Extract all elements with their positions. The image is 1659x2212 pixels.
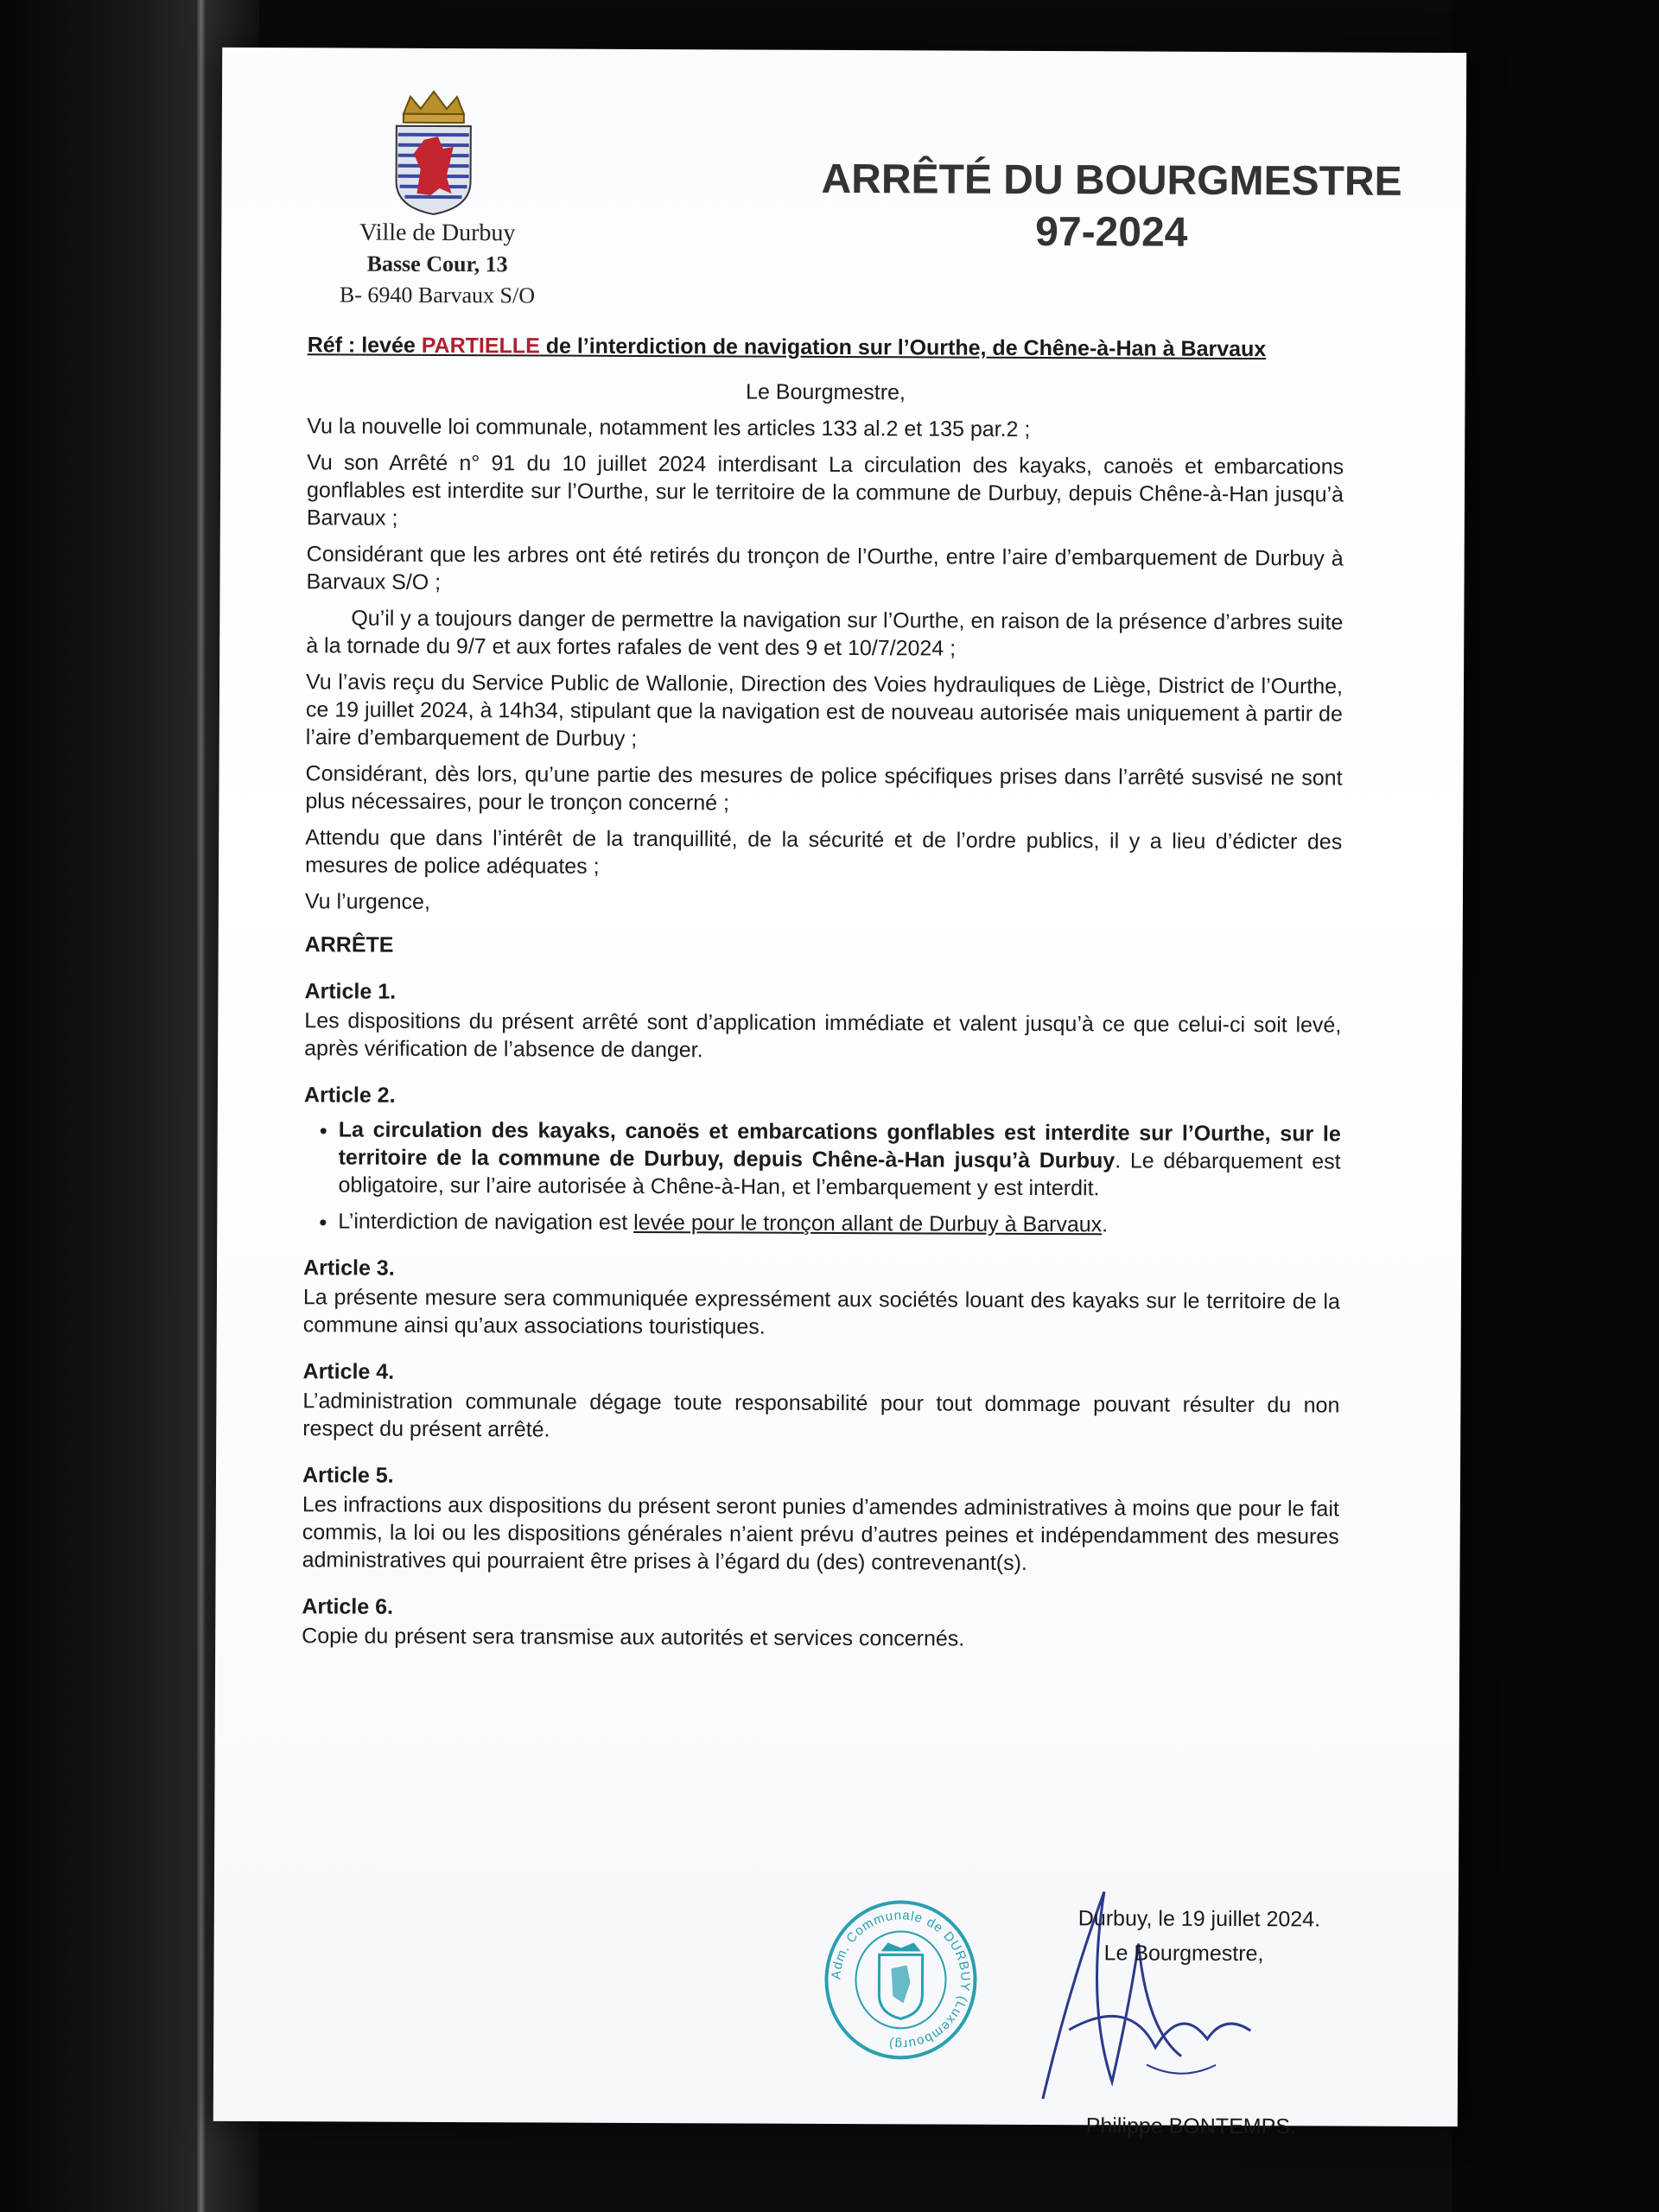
salutation: Le Bourgmestre, [746, 379, 906, 405]
article-3-text: La présente mesure sera communiquée expressément aux sociétés louant des kayaks sur le territoire de la commune ainsi qu’aux associations touristiques. [302, 1285, 1340, 1339]
municipality-name: Ville de Durbuy [359, 219, 516, 247]
article-2-bullet-2-underline: levée pour le tronçon allant de Durbuy à Barvaux [633, 1210, 1103, 1237]
preamble-paragraph-6: Considérant, dès lors, qu’une partie des mesures de police spécifiques prises dans l’arrêté susvisé ne sont plus nécessaires, pour le tronçon concerné ; [305, 761, 1343, 816]
article-2-list [303, 1116, 1341, 1239]
address-city: B- 6940 Barvaux S/O [339, 282, 536, 308]
article-1-text: Les dispositions du présent arrêté sont d’application immédiate et valent jusqu’à ce que celui-ci soit levé, après vérification de l’absence de danger. [304, 1008, 1342, 1063]
article-3-title: Article 3. [303, 1255, 395, 1281]
article-2-bullet-2-prefix: L’interdiction de navigation est [338, 1209, 634, 1235]
preamble-paragraph-5: Vu l’avis reçu du Service Public de Wallonie, Direction des Voies hydrauliques de Liège, District de l’Ourthe, ce 19 juillet 2024, à 14h34, stipulant que la navigation est de nouveau autorisée mais uniquement à partir de l’aire d’embarquement de Durbuy ; [305, 670, 1344, 751]
article-5-text: Les infractions aux dispositions du présent seront punies d’amendes administratives à moins que pour le fait commis, la loi ou les dispositions générales n’aient prévu d’autres peines et indépendamment des mesures administratives qui pourraient être prises à l’égard du (des) contrevenant(s). [302, 1492, 1339, 1575]
preamble-paragraph-4: Qu’il y a toujours danger de permettre la navigation sur l’Ourthe, en raison de la présence d’arbres suite à la tornade du 9/7 et aux fortes rafales de vent des 9 et 10/7/2024 ; [306, 606, 1344, 661]
preamble-paragraph-8: Vu l’urgence, [304, 889, 430, 914]
article-2-bullet-2-suffix: . [1102, 1212, 1109, 1237]
display-case-edge [197, 0, 206, 2212]
municipality-address-block [325, 217, 550, 311]
document-body [302, 376, 1344, 1662]
preamble-paragraph-3: Considérant que les arbres ont été retirés du tronçon de l’Ourthe, entre l’aire d’embarquement de Durbuy à Barvaux S/O ; [306, 542, 1344, 594]
signatory-name: Philippe BONTEMPS. [1085, 2113, 1296, 2139]
reference-line [308, 333, 1267, 362]
arrete-heading: ARRÊTE [304, 932, 394, 957]
official-stamp-icon [820, 1899, 982, 2061]
signature-role: Le Bourgmestre, [1103, 1941, 1264, 1967]
stamp-text: Adm. Communale de DURBUY (Luxembourg) [829, 1908, 973, 2052]
signature-place-date: Durbuy, le 19 juillet 2024. [1077, 1906, 1321, 1932]
article-1-title: Article 1. [304, 979, 397, 1004]
article-6-title: Article 6. [302, 1594, 394, 1619]
preamble-paragraph-2: Vu son Arrêté n° 91 du 10 juillet 2024 interdisant La circulation des kayaks, canoës et embarcations gonflables est interdite sur l’Ourthe, sur le territoire de la commune de Durbuy, depuis Chêne-à-Han jusqu’à Barvaux ; [306, 450, 1344, 531]
article-2-bullet-1-bold: La circulation des kayaks, canoës et embarcations gonflables est interdite sur l’Ourthe, sur le territoire de la commune de Durbuy, depuis Chêne-à-Han jusqu’à Durbuy [338, 1117, 1341, 1173]
article-6-text: Copie du présent sera transmise aux autorités et services concernés. [302, 1624, 965, 1651]
durbuy-coat-of-arms-icon [385, 86, 481, 216]
article-4-title: Article 4. [302, 1359, 395, 1384]
address-street: Basse Cour, 13 [366, 251, 508, 277]
reference-prefix: Réf : levée [307, 333, 422, 358]
photo-background-right [1452, 0, 1659, 2212]
article-2-bullet-1-rest: . Le débarquement est obligatoire, sur l’aire autorisée à Chêne-à-Han, et l’embarquement y est interdit. [338, 1148, 1341, 1201]
preamble-paragraph-1: Vu la nouvelle loi communale, notamment les articles 133 al.2 et 135 par.2 ; [307, 414, 1031, 442]
article-2-bullet-1 [338, 1116, 1340, 1203]
article-5-title: Article 5. [302, 1463, 394, 1488]
title-line-1: ARRÊTÉ DU BOURGMESTRE [821, 156, 1402, 205]
article-2-bullet-2 [338, 1207, 1340, 1239]
reference-highlight: PARTIELLE [421, 333, 540, 359]
article-4-text: L’administration communale dégage toute responsabilité pour tout dommage pouvant résulter du non respect du présent arrêté. [302, 1389, 1340, 1442]
official-notice-sheet [213, 48, 1466, 2139]
document-title [809, 154, 1414, 260]
title-line-2: 97-2024 [1035, 208, 1188, 256]
article-2-title: Article 2. [303, 1083, 396, 1108]
reference-suffix: de l’interdiction de navigation sur l’Ourthe, de Chêne-à-Han à Barvaux [539, 334, 1267, 362]
preamble-paragraph-7: Attendu que dans l’intérêt de la tranquillité, de la sécurité et de l’ordre publics, il y a lieu d’édicter des mesures de police adéquates ; [305, 825, 1343, 879]
